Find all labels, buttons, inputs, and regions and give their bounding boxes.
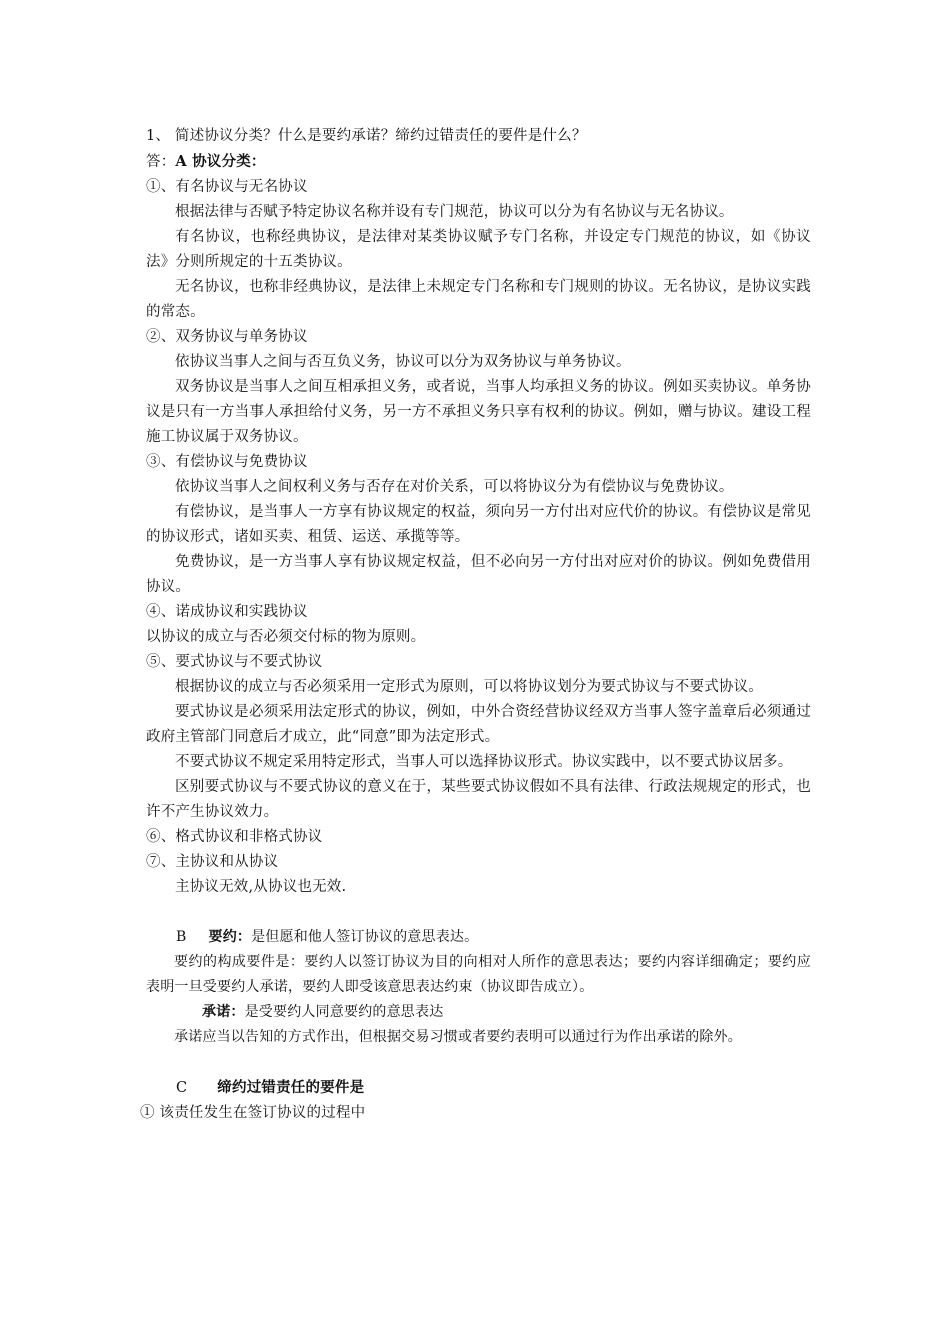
acceptance-definition-line xyxy=(146,1000,811,1025)
item-5-paragraph-1: 根据协议的成立与否必须采用一定形式为原则，可以将协议划分为要式协议与不要式协议。 xyxy=(175,679,763,695)
section-a-title: A 协议分类： xyxy=(175,153,266,170)
item-3-paragraph-3: 免费协议，是一方当事人享有协议规定权益，但不必向另一方付出对应对价的协议。例如免费借用协议。 xyxy=(146,554,811,595)
item-1-paragraph-3: 无名协议，也称非经典协议，是法律上未规定专门名称和专门规则的协议。无名协议，是协议实践的常态。 xyxy=(146,279,811,320)
item-3-paragraph-1: 依协议当事人之间权利义务与否存在对价关系，可以将协议分为有偿协议与免费协议。 xyxy=(175,479,734,495)
section-c-title: 缔约过错责任的要件是 xyxy=(217,1079,365,1096)
item-7-paragraph-1: 主协议无效,从协议也无效. xyxy=(175,879,347,895)
section-c-letter: C xyxy=(176,1080,188,1096)
spacer xyxy=(146,1050,811,1075)
item-5-paragraph-3: 不要式协议不规定采用特定形式，当事人可以选择协议形式。协议实践中，以不要式协议居多。 xyxy=(175,754,793,770)
section-c-item-1: ① 该责任发生在签订协议的过程中 xyxy=(140,1105,366,1121)
item-2-paragraph-2: 双务协议是当事人之间互相承担义务，或者说，当事人均承担义务的协议。例如买卖协议。单务协议是只有一方当事人承担给付义务，另一方不承担义务只享有权利的协议。例如，赠与协议。建设工程施工协议属于双务协议。 xyxy=(146,379,811,445)
item-1-paragraph-1: 根据法律与否赋予特定协议名称并设有专门规范，协议可以分为有名协议与无名协议。 xyxy=(175,204,734,220)
answer-heading xyxy=(146,149,811,175)
answer-prefix: 答： xyxy=(146,154,176,170)
item-heading-6: ⑥、格式协议和非格式协议 xyxy=(146,829,323,845)
item-4-plain-text: 以协议的成立与否必须交付标的物为原则。 xyxy=(146,629,426,645)
item-heading-7: ⑦、主协议和从协议 xyxy=(146,854,279,870)
acceptance-term: 承诺： xyxy=(202,1004,245,1020)
section-c-heading xyxy=(146,1075,811,1101)
item-heading-4: ④、诺成协议和实践协议 xyxy=(146,604,308,620)
acceptance-definition: 是受要约人同意要约的意思表达 xyxy=(244,1004,444,1020)
item-heading-5: ⑤、要式协议与不要式协议 xyxy=(146,654,323,670)
offer-elements: 要约的构成要件是：要约人以签订协议为目的向相对人所作的意思表达；要约内容详细确定；要约应表明一旦受要约人承诺，要约人即受该意思表达约束（协议即告成立）。 xyxy=(146,954,811,995)
item-5-paragraph-2: 要式协议是必须采用法定形式的协议，例如，中外合资经营协议经双方当事人签字盖章后必须通过政府主管部门同意后才成立，此“同意”即为法定形式。 xyxy=(146,704,811,745)
offer-term: 要约： xyxy=(208,929,252,945)
item-3-paragraph-2: 有偿协议，是当事人一方享有协议规定的权益，须向另一方付出对应代价的协议。有偿协议是常见的协议形式，诸如买卖、租赁、运送、承揽等等。 xyxy=(146,504,811,545)
document-body xyxy=(140,124,811,1126)
spacer xyxy=(146,900,811,925)
acceptance-rule: 承诺应当以告知的方式作出，但根据交易习惯或者要约表明可以通过行为作出承诺的除外。 xyxy=(174,1029,742,1045)
offer-definition: 是但愿和他人签订协议的意思表达。 xyxy=(251,929,479,945)
item-1-paragraph-2: 有名协议，也称经典协议，是法律对某类协议赋予专门名称，并设定专门规范的协议，如《协议法》分则所规定的十五类协议。 xyxy=(146,229,811,270)
section-b-letter: B xyxy=(176,929,187,945)
item-heading-2: ②、双务协议与单务协议 xyxy=(146,329,308,345)
question-line: 1、 简述协议分类？什么是要约承诺？缔约过错责任的要件是什么？ xyxy=(146,128,587,144)
offer-definition-line xyxy=(146,925,811,950)
item-5-paragraph-4: 区别要式协议与不要式协议的意义在于，某些要式协议假如不具有法律、行政法规规定的形式，也许不产生协议效力。 xyxy=(146,779,811,820)
item-2-paragraph-1: 依协议当事人之间与否互负义务，协议可以分为双务协议与单务协议。 xyxy=(175,354,631,370)
item-heading-1: ①、有名协议与无名协议 xyxy=(146,179,308,195)
item-heading-3: ③、有偿协议与免费协议 xyxy=(146,454,308,470)
